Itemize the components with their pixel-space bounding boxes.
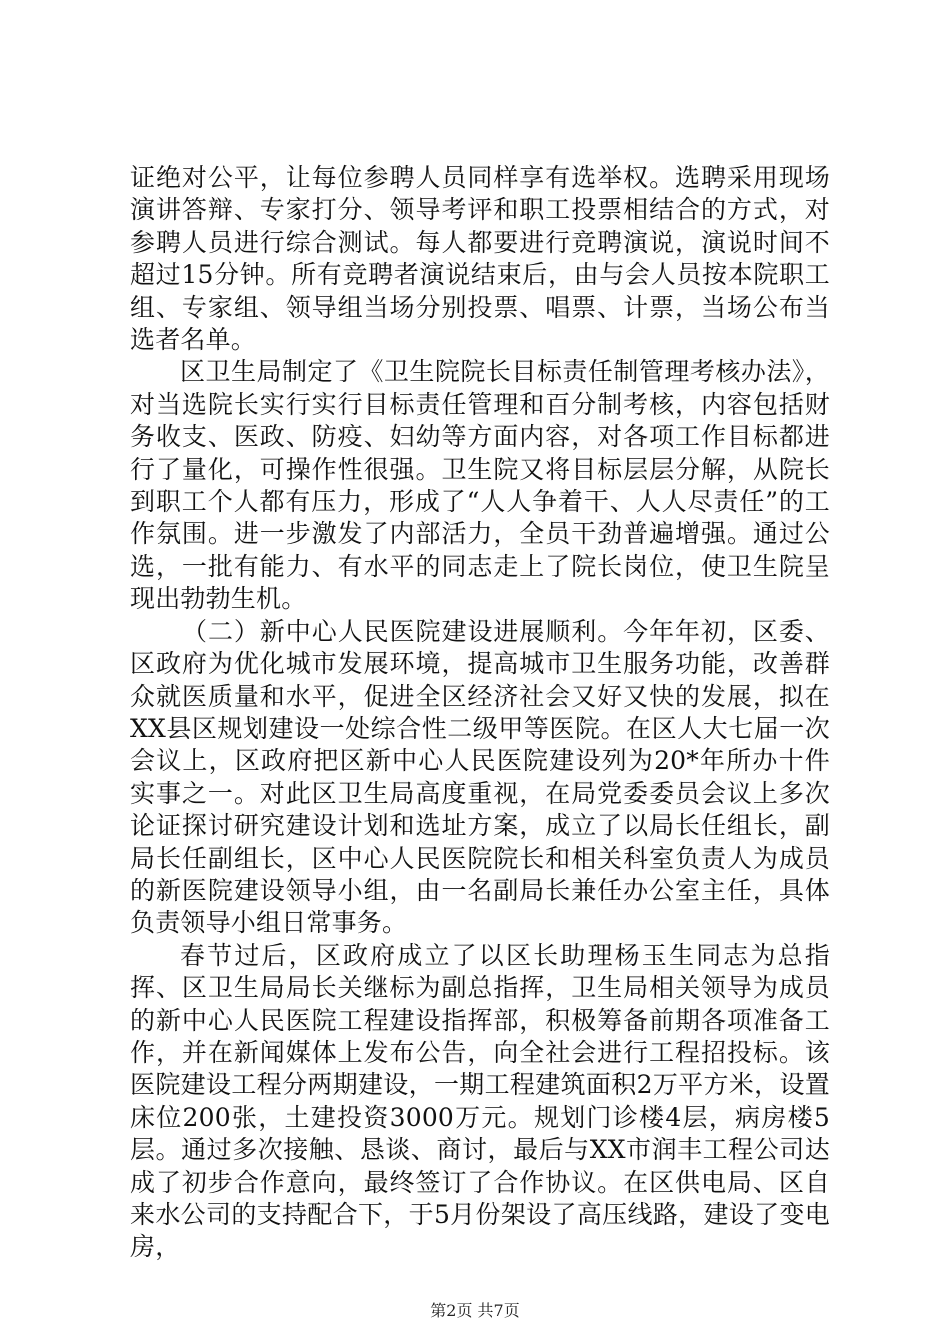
paragraph-4: 春节过后，区政府成立了以区长助理杨玉生同志为总指挥、区卫生局局长关继标为副总指挥，卫生局相关领导为成员的新中心人民医院工程建设指挥部，积极筹备前期各项准备工作，并在新闻媒体上发布公告，向全社会进行工程招投标。该医院建设工程分两期建设，一期工程建筑面积2万平方米，设置床位200张，土建投资3000万元。规划门诊楼4层，病房楼5层。通过多次接触、恳谈、商讨，最后与XX市润丰工程公司达成了初步合作意向，最终签订了合作协议。在区供电局、区自来水公司的支持配合下，于5月份架设了高压线路，建设了变电房， xyxy=(130,940,830,1262)
paragraph-2: 区卫生局制定了《卫生院院长目标责任制管理考核办法》，对当选院长实行实行目标责任管理和百分制考核，内容包括财务收支、医政、防疫、妇幼等方面内容，对各项工作目标都进行了量化，可操作性很强。卫生院又将目标层层分解，从院长到职工个人都有压力，形成了“人人争着干、人人尽责任”的工作氛围。进一步激发了内部活力，全员干劲普遍增强。通过公选，一批有能力、有水平的同志走上了院长岗位，使卫生院呈现出勃勃生机。 xyxy=(130,357,830,614)
paragraph-3: （二）新中心人民医院建设进展顺利。今年年初，区委、区政府为优化城市发展环境，提高城市卫生服务功能，改善群众就医质量和水平，促进全区经济社会又好又快的发展，拟在XX县区规划建设一处综合性二级甲等医院。在区人大七届一次会议上，区政府把区新中心人民医院建设列为20*年所办十件实事之一。对此区卫生局高度重视，在局党委委员会议上多次论证探讨研究建设计划和选址方案，成立了以局长任组长，副局长任副组长，区中心人民医院院长和相关科室负责人为成员的新医院建设领导小组，由一名副局长兼任办公室主任，具体负责领导小组日常事务。 xyxy=(130,616,830,938)
document-body xyxy=(130,162,830,1264)
paragraph-1: 证绝对公平，让每位参聘人员同样享有选举权。选聘采用现场演讲答辩、专家打分、领导考评和职工投票相结合的方式，对参聘人员进行综合测试。每人都要进行竞聘演说，演说时间不超过15分钟。所有竞聘者演说结束后，由与会人员按本院职工组、专家组、领导组当场分别投票、唱票、计票，当场公布当选者名单。 xyxy=(130,163,830,355)
page-footer: 第2页 共7页 xyxy=(430,1301,520,1320)
